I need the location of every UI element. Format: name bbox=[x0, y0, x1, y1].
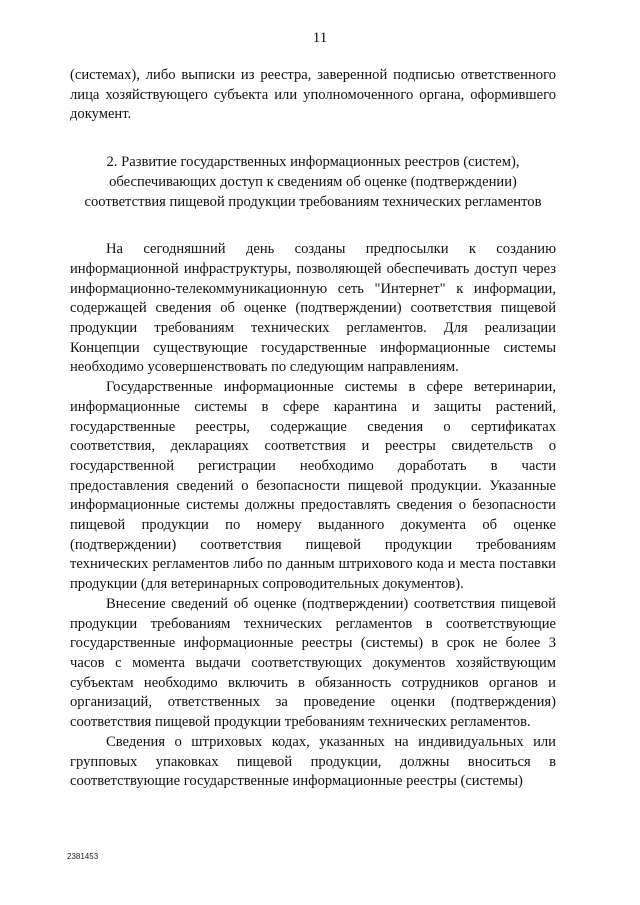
section-heading-line: обеспечивающих доступ к сведениям об оценке (подтверждении) bbox=[109, 173, 517, 190]
page-number: 11 bbox=[312, 30, 328, 46]
body-paragraph: Государственные информационные системы в сфере ветеринарии, информационные системы в сфере карантина и защиты растений, государственные реестры, содержащие сведения о сертификатах соответствия, декларациях соответствия и реестры свидетельств о государственной регистрации необходимо доработать в части предоставления сведений о безопасности пищевой продукции. Указанные информационные системы должны предоставлять сведения о безопасности пищевой продукции по номеру выданного документа об оценке (подтверждении) соответствия пищевой продукции требованиям технических регламентов либо по данным штрихового кода и места поставки продукции (для ветеринарных сопроводительных документов). bbox=[70, 379, 556, 593]
document-code: 2381453 bbox=[67, 852, 99, 861]
body-paragraph: Внесение сведений об оценке (подтверждении) соответствия пищевой продукции требованиям технических регламентов в соответствующие государственные информационные реестры (системы) в срок не более 3 часов с момента выдачи соответствующих документов хозяйствующим субъектам необходимо включить в обязанность сотрудников органов и организаций, ответственных за проведение оценки (подтверждения) соответствия пищевой продукции требованиям технических регламентов. bbox=[70, 595, 556, 731]
document-body bbox=[70, 66, 556, 792]
body-paragraph: Сведения о штриховых кодах, указанных на индивидуальных или групповых упаковках пищевой продукции, должны вноситься в соответствующие государственные информационные реестры (системы) bbox=[70, 733, 556, 790]
section-heading bbox=[70, 153, 556, 212]
intro-paragraph: (системах), либо выписки из реестра, заверенной подписью ответственного лица хозяйствующего субъекта или уполномоченного органа, оформившего документ. bbox=[70, 67, 556, 123]
body-paragraph: На сегодняшний день созданы предпосылки к созданию информационной инфраструктуры, позволяющей обеспечивать доступ через информационно-телекоммуникационную сеть "Интернет" к информации, содержащей сведения об оценке (подтверждении) соответствия пищевой продукции требованиям технических регламентов. Для реализации Концепции существующие государственные информационные системы необходимо усовершенствовать по следующим направлениям. bbox=[70, 241, 556, 376]
section-heading-line: соответствия пищевой продукции требованиям технических регламентов bbox=[84, 193, 542, 210]
section-heading-line: 2. Развитие государственных информационных реестров (систем), bbox=[106, 154, 520, 171]
